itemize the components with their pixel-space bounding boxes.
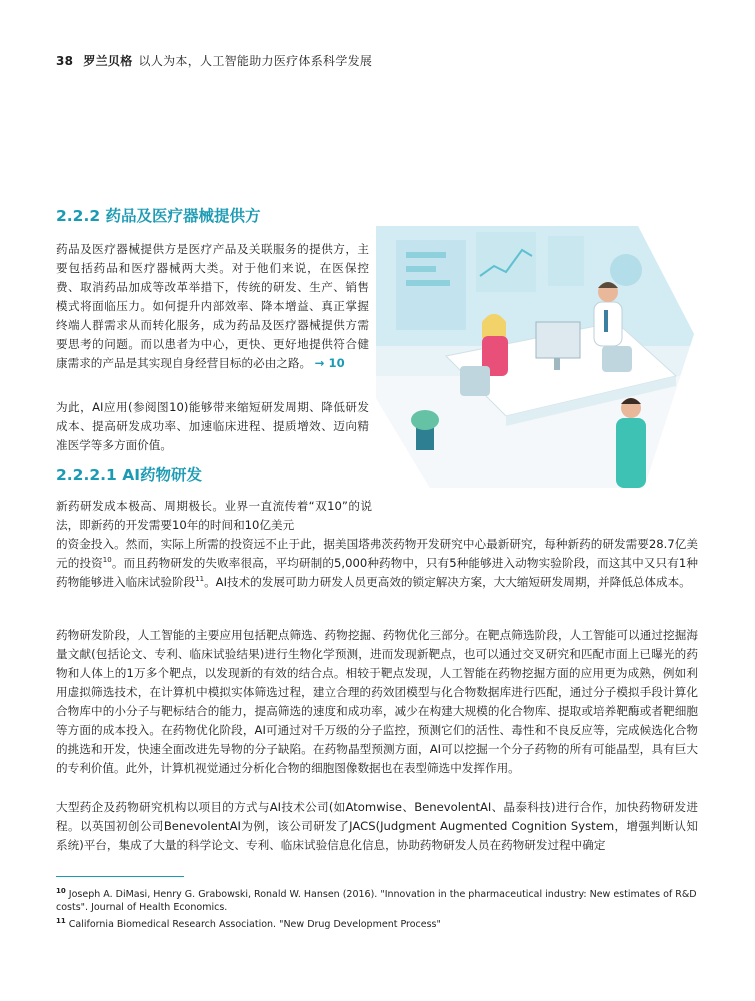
footnote-ref-10[interactable]: 10: [102, 556, 112, 565]
footnote-number: 11: [56, 916, 66, 925]
page-header: [56, 52, 372, 69]
subsection-paragraph-3: 大型药企及药物研究机构以项目的方式与AI技术公司(如Atomwise、BenevolentAI、晶泰科技)进行合作，加快药物研发进程。以英国初创公司BenevolentAI为例，该公司研发了JACS(Judgment Augmented Cognition System，增强判断认知系统)平台，集成了大量的科学论文、专利、临床试验信息化信息，协助药物研发人员在药物研发过程中确定: [56, 800, 698, 852]
subsection-heading: 2.2.2.1 AI药物研发: [56, 466, 202, 484]
footnote-divider: [56, 876, 184, 877]
paragraph-text-b: 的资金投入。然而，实际上所需的投资远不止于此，据美国塔弗茨药物开发研究中心最新研究，每种新药的研发需要28.7亿美元的投资: [56, 537, 698, 570]
footnote-text: Joseph A. DiMasi, Henry G. Grabowski, Ronald W. Hansen (2016). "Innovation in the pharmaceutical industry: New estimates of R&D costs". Journal of Health Economics.: [56, 889, 697, 913]
footnote-number: 10: [56, 886, 66, 895]
medical-consultation-image: [376, 226, 694, 488]
header-org: 罗兰贝格: [83, 54, 133, 68]
paragraph-text-c: 。而且药物研发的失败率很高，平均研制的5,000种药物中，只有5种能够进入动物实验阶段，而这其中又只有1种药物能够进入临床试验阶段: [56, 556, 698, 589]
hexagon-illustration: [376, 226, 694, 488]
subsection-paragraph-1-start: 新药研发成本极高、周期极长。业界一直流传着“双10”的说法，即新药的开发需要10年的时间和10亿美元: [56, 499, 372, 532]
section-paragraph-2: 为此，AI应用(参阅图10)能够带来缩短研发周期、降低研发成本、提高研发成功率、加速临床进程、提质增效、迈向精准医学等多方面价值。: [56, 400, 369, 452]
section-heading: 2.2.2 药品及医疗器械提供方: [56, 207, 261, 225]
figure-reference-link[interactable]: → 10: [314, 356, 345, 370]
footnote-ref-11[interactable]: 11: [195, 575, 205, 584]
subsection-paragraph-1-rest: [56, 535, 698, 592]
section-paragraph-1: [56, 240, 369, 373]
page-number: 38: [56, 54, 74, 68]
footnote-11: [56, 918, 706, 931]
subsection-paragraph-2: 药物研发阶段，人工智能的主要应用包括靶点筛选、药物挖掘、药物优化三部分。在靶点筛选阶段，人工智能可以通过挖掘海量文献(包括论文、专利、临床试验结果)进行生物化学预测，进而发现新靶点，也可以通过交叉研究和匹配市面上已曝光的药物和人体上的1万多个靶点，以发现新的有效的结合点。相较于靶点发现，人工智能在药物挖掘方面的应用更为成熟，例如利用虚拟筛选技术，在计算机中模拟实体筛选过程，建立合理的药效团模型与化合物数据库进行匹配，通过分子模拟手段计算化合物库中的小分子与靶标结合的能力，提高筛选的速度和成功率，减少在构建大规模的化合物库、提取或培养靶酶或者靶细胞等方面的成本投入。在药物优化阶段，AI可通过对千万级的分子监控，预测它们的活性、毒性和不良反应等，完成候选化合物的挑选和开发，快速全面改进先导物的分子缺陷。在药物晶型预测方面，AI可以挖掘一个分子药物的所有可能晶型，具有巨大的专利价值。此外，计算机视觉通过分析化合物的细胞图像数据也在表型筛选中发挥作用。: [56, 628, 698, 775]
section-paragraph-1-text: 药品及医疗器械提供方是医疗产品及关联服务的提供方，主要包括药品和医疗器械两大类。对于他们来说，在医保控费、取消药品加成等改革举措下，传统的研发、生产、销售模式将面临压力。如何提升内部效率、降本增益、真正掌握终端人群需求从而转化服务，成为药品及医疗器械提供方需要思考的问题。而以患者为中心，更快、更好地提供符合健康需求的产品是其实现自身经营目标的必由之路。: [56, 242, 369, 370]
footnote-10: [56, 888, 706, 914]
footnote-text: California Biomedical Research Association. "New Drug Development Process": [68, 919, 441, 930]
paragraph-text-d: 。AI技术的发展可助力研发人员更高效的锁定解决方案，大大缩短研发周期，并降低总体成本。: [204, 575, 691, 589]
header-title: 以人为本，人工智能助力医疗体系科学发展: [138, 54, 373, 68]
